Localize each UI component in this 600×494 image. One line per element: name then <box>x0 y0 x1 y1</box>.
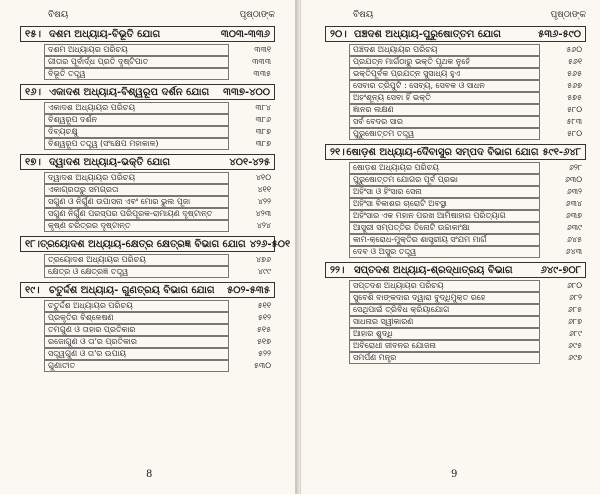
toc-entry <box>44 102 275 114</box>
entry-title: ଅହିଂସା ବିକାଶର ଚାରୋଟି ଅବସ୍ଥା <box>349 198 540 210</box>
chapter-title: ଦଶମ ଅଧ୍ୟାୟ-ବିଭୂତି ଯୋଗ <box>49 28 161 40</box>
entry-page: ୬୪୩ <box>565 247 582 256</box>
toc-entry <box>44 44 275 56</box>
entry-title: ଆହାର ଶୁଦ୍ଧି <box>349 328 540 340</box>
entry-title: ବିଶ୍ୱରୂପ ଦର୍ଶନ <box>44 114 229 126</box>
toc-entry <box>349 80 586 92</box>
chapter-title: ଚତୁର୍ଦ୍ଦଶ ଅଧ୍ୟାୟ- ଗୁଣତ୍ରୟ ବିଭାଗ ଯୋଗ <box>49 284 215 296</box>
entry-title: ପୁରୁଷୋତ୍ତମ ତତ୍ତ୍ୱ <box>349 128 540 140</box>
toc-entry <box>44 220 275 232</box>
entry-page: ୪୨୪ <box>256 221 271 230</box>
chapter-number: ୧୭। <box>25 156 41 168</box>
entry-title: ସେଥିପାଇଁ ତ୍ରିବିଧ କ୍ରିୟାଯୋଗ <box>349 304 540 316</box>
entry-page: ୩୮୬ <box>255 115 271 124</box>
header-page: ପୃଷ୍ଠାଙ୍କ <box>239 10 275 20</box>
toc-entry <box>44 324 275 336</box>
chapter-title: ଏକାଦଶ ଅଧ୍ୟାୟ-ବିଶ୍ୱରୂପ ଦର୍ଶନ ଯୋଗ <box>49 86 210 98</box>
entry-title: ସପ୍ତଦଶ ଅଧ୍ୟାୟର ପରିଚୟ <box>349 280 540 292</box>
toc-entry <box>44 196 275 208</box>
entry-title: ତ୍ରୟୋଦଶ ଅଧ୍ୟାୟର ପରିଚୟ <box>44 254 229 266</box>
chapter-page-range: ୩୩୭-୪୦୦ <box>223 86 270 98</box>
entry-page: ୪୨୩ <box>255 209 271 218</box>
chapter-title: ଦ୍ୱାଦଶ ଅଧ୍ୟାୟ-ଭକ୍ତି ଯୋଗ <box>49 156 171 168</box>
toc-entry <box>44 254 275 266</box>
entry-title: ବିଭୂତି ତତ୍ତ୍ୱ <box>44 68 229 80</box>
toc-header <box>20 10 275 20</box>
chapter-heading <box>20 84 275 100</box>
entry-title: ସର୍ବ ବେଦର ସାର <box>349 116 540 128</box>
entry-page: ୩୮୭ <box>255 139 271 148</box>
toc-entry <box>349 246 586 258</box>
chapter-title: ଷୋଡ଼ଶ ଅଧ୍ୟାୟ-ଦୈବାସୁର ସମ୍ପଦ ବିଭାଗ ଯୋଗ <box>346 146 539 158</box>
toc-entry <box>349 304 586 316</box>
entry-page: ୬୯୭ <box>568 353 582 362</box>
chapter-heading <box>20 154 275 170</box>
chapter-heading <box>20 26 275 42</box>
entry-title: ଗୀତାର ପୂର୍ବାର୍ଦ୍ଧ ପ୍ରତି ଦୃଷ୍ଟିପାତ <box>44 56 229 68</box>
toc-entry <box>44 266 275 278</box>
chapter-number: ୧୬। <box>25 86 41 98</box>
page-number: 9 <box>451 469 458 480</box>
entry-title: ଦ୍ୱାଦଶ ଅଧ୍ୟାୟର ପରିଚୟ <box>44 172 229 184</box>
chapter-title: ପଞ୍ଚଦଶ ଅଧ୍ୟାୟ-ପୁରୁଷୋତ୍ତମ ଯୋଗ <box>354 28 501 40</box>
entry-page: ୬୩୯ <box>566 223 582 232</box>
toc-entry <box>44 68 275 80</box>
entry-title: ଅହିଂସାର ଏକ ମହାନ ପରଖ ଆମିଷାହାର ପରିତ୍ୟାଗ <box>349 210 540 222</box>
entry-title: କ୍ଷେତ୍ର ଓ କ୍ଷେତ୍ରଜ୍ଞ ତତ୍ତ୍ୱ <box>44 266 229 278</box>
chapter-page-range: ୫୦୨-୫୩୫ <box>227 284 270 296</box>
entry-page: ୩୮୭ <box>255 127 271 136</box>
entry-page: ୫୬୧ <box>567 57 582 66</box>
entry-page: ୫୧୨ <box>257 313 271 322</box>
entry-page: ୫୧୭ <box>256 337 271 346</box>
toc-entry <box>349 234 586 246</box>
entry-title: ସଗୁଣ ନିର୍ଗୁଣ ପରସ୍ପର ପରିପୂରକ-ରାମାୟଣ ଦୃଷ୍ଟାନ୍ତ <box>44 208 229 220</box>
entry-page: ୩୮୪ <box>255 103 271 112</box>
entry-title: ବିଶ୍ୱରୂପ ତତ୍ତ୍ୱ (ସଂକ୍ଷେପ ମହାକାଳ) <box>44 138 229 150</box>
entry-page: ୬୨୮ <box>568 163 582 172</box>
entry-page: ୬୮୯ <box>568 329 582 338</box>
toc-entry <box>349 162 586 174</box>
toc-entry <box>349 186 586 198</box>
toc-entry <box>44 336 275 348</box>
entry-page: ୪୯୯ <box>257 267 271 276</box>
toc-entry <box>349 68 586 80</box>
toc-entry <box>44 184 275 196</box>
entry-title: ଏକାଦଶ ଅଧ୍ୟାୟର ପରିଚୟ <box>44 102 229 114</box>
entry-title: ସଗୁଣ ଓ ନିର୍ଗୁଣ ଉପାସନା ଏବଂ ମୋର ଭୁଲ ପୂଜା <box>44 196 229 208</box>
entry-page: ୫୬୭ <box>567 81 582 90</box>
entry-title: ସେବାର ତ୍ରିପୁଟି : ସେବ୍ୟ, ସେବକ ଓ ସାଧନ <box>349 80 540 92</box>
toc-list <box>325 26 586 364</box>
left-page <box>0 0 296 494</box>
chapter-page-range: ୫୯୧-୬୪୮ <box>542 146 581 158</box>
entry-page: ୪୧୧ <box>257 185 271 194</box>
chapter-number: ୧୫। <box>25 28 41 40</box>
chapter-heading <box>325 26 586 42</box>
toc-list <box>20 26 291 372</box>
toc-entry <box>44 114 275 126</box>
entry-title: ଦେବ ଓ ଅସୁର ତତ୍ତ୍ୱ <box>349 246 540 258</box>
toc-entry <box>44 348 275 360</box>
chapter-heading <box>20 282 275 298</box>
entry-page: ୬୪୫ <box>566 235 582 244</box>
toc-entry <box>44 300 275 312</box>
entry-page: ୪୨୨ <box>257 197 271 206</box>
toc-entry <box>349 128 586 140</box>
entry-page: ୬୮୨ <box>568 293 582 302</box>
entry-page: ୫୧୧ <box>257 301 271 310</box>
entry-title: କୃଷ୍ଣ ଚରିତ୍ରର ଦୃଷ୍ଟାନ୍ତ <box>44 220 229 232</box>
entry-title: ଷୋଡ଼ଶ ଅଧ୍ୟାୟର ପରିଚୟ <box>349 162 540 174</box>
entry-page: ୪୧୦ <box>255 173 271 182</box>
entry-page: ୩୩୩ <box>252 57 271 66</box>
entry-page: ୬୮୫ <box>567 305 582 314</box>
toc-entry <box>349 328 586 340</box>
toc-entry <box>349 44 586 56</box>
chapter-number: ୧୯। <box>25 284 40 296</box>
entry-title: ଅବିରୋଧୀ ଜୀବନର ଯୋଜନା <box>349 340 540 352</box>
toc-entry <box>349 352 586 364</box>
entry-page: ୩୩୫ <box>253 69 271 78</box>
entry-title: ଭକ୍ତିପୂର୍ବକ ପ୍ରଯତ୍ନ ସୁସାଧ୍ୟ ହୁଏ <box>349 68 540 80</box>
chapter-page-range: ୫୩୬-୫୯୦ <box>538 28 581 40</box>
entry-page: ୫୬୫ <box>566 69 582 78</box>
header-subject: ବିଷୟ <box>353 10 374 20</box>
toc-entry <box>44 126 275 138</box>
chapter-number: ୧୮। <box>25 238 40 250</box>
entry-title: ଗୁଣାତୀତ <box>44 360 229 372</box>
toc-entry <box>44 312 275 324</box>
chapter-page-range: ୪୦୧-୪୨୫ <box>229 156 270 168</box>
entry-title: ଜ୍ଞାନର ଲକ୍ଷଣ <box>349 104 540 116</box>
entry-title: ପ୍ରଯତ୍ନ ମାର୍ଗଠାରୁ ଭକ୍ତି ପୃଥକ ନୁହେଁ <box>349 56 540 68</box>
chapter-number: ୨୧। <box>330 146 345 158</box>
page-number: 8 <box>146 469 153 480</box>
header-subject: ବିଷୟ <box>48 10 69 20</box>
toc-entry <box>349 210 586 222</box>
chapter-page-range: ୬୪୯-୭୦୮ <box>540 264 581 276</box>
entry-page: ୫୨୨ <box>258 349 271 358</box>
toc-entry <box>349 198 586 210</box>
entry-title: ତମଗୁଣ ଓ ତାହାର ପ୍ରତିକାର <box>44 324 229 336</box>
entry-page: ୩୩୧ <box>254 45 271 54</box>
toc-entry <box>349 292 586 304</box>
right-page <box>300 0 600 494</box>
entry-page: ୬୯୫ <box>568 341 582 350</box>
toc-entry <box>349 104 586 116</box>
chapter-page-range: ୪୨୬-୫୦୧ <box>249 238 291 250</box>
entry-title: ଏକାଗ୍ରତାରୁ ସମଗ୍ରତା <box>44 184 229 196</box>
entry-page: ୬୩୦ <box>564 175 582 184</box>
toc-entry <box>349 280 586 292</box>
toc-header <box>325 10 586 20</box>
toc-entry <box>44 360 275 372</box>
chapter-heading <box>325 262 586 278</box>
toc-entry <box>349 56 586 68</box>
entry-title: ଚତୁର୍ଦ୍ଦଶ ଅଧ୍ୟାୟର ପରିଚୟ <box>44 300 229 312</box>
entry-page: ୫୩୦ <box>253 361 271 370</box>
entry-title: ସମର୍ପଣ ମନ୍ତ୍ର <box>349 352 540 364</box>
entry-title: ଆସୁରୀ ସମ୍ପତ୍ତିର ତିନୋଟି ଉଚ୍ଚାକାଂକ୍ଷା <box>349 222 540 234</box>
entry-page: ୬୩୪ <box>565 199 582 208</box>
chapter-number: ୨୦। <box>330 28 347 40</box>
entry-title: ପଞ୍ଚଦଶ ଅଧ୍ୟାୟର ପରିଚୟ <box>349 44 540 56</box>
entry-title: ଅହଂଶୂନ୍ୟ ସେବା ହିଁ ଭକ୍ତି <box>349 92 540 104</box>
toc-entry <box>44 56 275 68</box>
entry-title: ଦିବ୍ୟଚକ୍ଷୁ <box>44 126 229 138</box>
entry-page: ୫୮୩ <box>566 117 582 126</box>
toc-entry <box>44 172 275 184</box>
entry-title: ପ୍ରକୃତିର ବିଶ୍ଳେଷଣ <box>44 312 229 324</box>
entry-title: ଦଶମ ଅଧ୍ୟାୟର ପରିଚୟ <box>44 44 229 56</box>
entry-title: ପୁରୁଷୋତ୍ତମ ଯୋଗର ପୂର୍ବ ପ୍ରଭା <box>349 174 540 186</box>
chapter-title: ସପ୍ତଦଶ ଅଧ୍ୟାୟ-ଶ୍ରଦ୍ଧାତ୍ରୟ ବିଭାଗ <box>354 264 513 276</box>
toc-entry <box>44 138 275 150</box>
chapter-title: ତ୍ରୟୋଦଶ ଅଧ୍ୟାୟ-କ୍ଷେତ୍ର କ୍ଷେତ୍ରଜ୍ଞ ବିଭାଗ ଯୋଗ <box>39 238 246 250</box>
entry-page: ୫୭୫ <box>567 93 582 102</box>
entry-page: ୫୧୫ <box>256 325 271 334</box>
entry-page: ୬୩୭ <box>565 211 582 220</box>
entry-title: ରଜୋଗୁଣ ଓ ତା'ର ପ୍ରତିକାର <box>44 336 229 348</box>
entry-page: ୫୮୦ <box>567 105 582 114</box>
chapter-heading <box>325 144 586 160</box>
entry-page: ୪୭୬ <box>255 255 271 264</box>
entry-page: ୬୮୦ <box>567 281 582 290</box>
entry-title: ସତ୍ତ୍ୱଗୁଣ ଓ ତା'ର ଉପାୟ <box>44 348 229 360</box>
entry-title: ସାଧନାର ସ୍ୱୀକାରଣ <box>349 316 540 328</box>
chapter-number: ୨୨। <box>330 264 345 276</box>
toc-entry <box>349 316 586 328</box>
entry-title: କାମ-କ୍ରୋଧ-ମୁକ୍ତିର ଶାସ୍ତ୍ରୀୟ ସଂଯମ ମାର୍ଗ <box>349 234 540 246</box>
entry-page: ୫୮୦ <box>567 129 582 138</box>
entry-title: ଅହିଂସା ଓ ହିଂସାର ସେନା <box>349 186 540 198</box>
toc-entry <box>349 116 586 128</box>
chapter-page-range: ୩୦୩-୩୩୬ <box>220 28 270 40</box>
entry-page: ୫୬୦ <box>566 45 582 54</box>
chapter-heading <box>20 236 291 252</box>
toc-entry <box>349 222 586 234</box>
toc-entry <box>349 174 586 186</box>
header-page: ପୃଷ୍ଠାଙ୍କ <box>550 10 586 20</box>
entry-page: ୬୮୭ <box>567 317 582 326</box>
toc-entry <box>349 340 586 352</box>
toc-entry <box>44 208 275 220</box>
toc-entry <box>349 92 586 104</box>
entry-page: ୬୩୨ <box>566 187 582 196</box>
entry-title: ସୁବେଶି ବାଙ୍କଦାର ଦ୍ୱାରା ବୁଦ୍ଧିମୁକ୍ତ ରହେ <box>349 292 540 304</box>
